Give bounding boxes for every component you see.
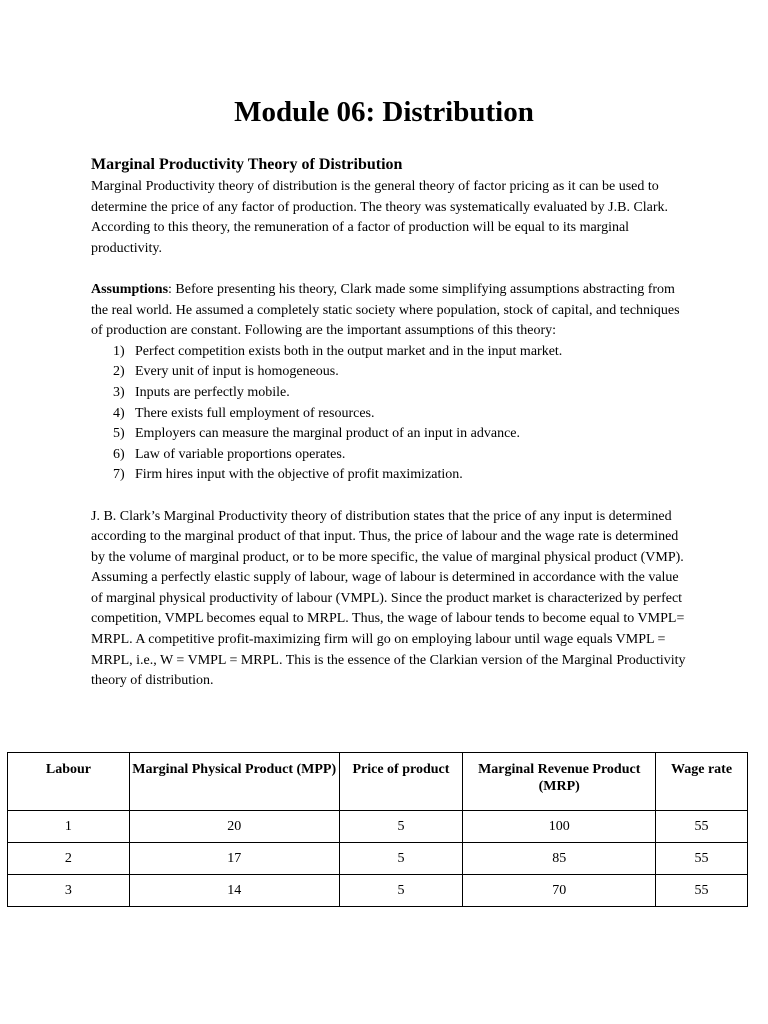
list-item bbox=[91, 445, 691, 466]
header-price: Price of product bbox=[339, 753, 463, 811]
table-row bbox=[8, 875, 748, 907]
table-cell: 100 bbox=[463, 811, 656, 843]
table-cell: 70 bbox=[463, 875, 656, 907]
wage-table bbox=[7, 752, 748, 907]
assumptions-text: : Before presenting his theory, Clark made some simplifying assumptions abstracting from the real world. He assumed a completely static society where population, stock of capital, and techniques of production are constant. Following are the important assumptions of this theory: bbox=[91, 281, 680, 339]
table-header-row bbox=[8, 753, 748, 811]
table-cell: 55 bbox=[656, 843, 748, 875]
assumption-list bbox=[91, 342, 691, 486]
list-item-number: 3) bbox=[113, 384, 125, 400]
list-item-number: 5) bbox=[113, 426, 125, 442]
header-labour: Labour bbox=[8, 753, 130, 811]
header-mrp: Marginal Revenue Product (MRP) bbox=[463, 753, 656, 811]
table-cell: 85 bbox=[463, 843, 656, 875]
list-item bbox=[91, 383, 691, 404]
table-cell: 5 bbox=[339, 811, 463, 843]
list-item-number: 7) bbox=[113, 467, 125, 483]
list-item-text: Inputs are perfectly mobile. bbox=[135, 384, 290, 400]
list-item-text: Every unit of input is homogeneous. bbox=[135, 364, 339, 380]
table-cell: 1 bbox=[8, 811, 130, 843]
table-cell: 55 bbox=[656, 875, 748, 907]
header-mpp: Marginal Physical Product (MPP) bbox=[129, 753, 339, 811]
table-cell: 5 bbox=[339, 875, 463, 907]
list-item bbox=[91, 465, 691, 486]
table-cell: 3 bbox=[8, 875, 130, 907]
list-item-number: 1) bbox=[113, 343, 125, 359]
table-cell: 55 bbox=[656, 811, 748, 843]
table-row bbox=[8, 811, 748, 843]
clark-paragraph: J. B. Clark’s Marginal Productivity theory of distribution states that the price of any input is determined according to the marginal product of that input. Thus, the price of labour and the wage rate is determined by the volume of marginal product, or to be more specific, the value of marginal physical product (VMP). Assuming a perfectly elastic supply of labour, wage of labour is determined in accordance with the value of marginal physical productivity of labour (VMPL). Since the product market is characterized by perfect competition, VMPL becomes equal to MRPL. Thus, the wage of labour tends to become equal to VMPL= MRPL. A competitive profit-maximizing firm will go on employing labour until wage equals VMPL = MRPL, i.e., W = VMPL = MRPL. This is the essence of the Clarkian version of the Marginal Productivity theory of distribution. bbox=[91, 508, 686, 689]
list-item-number: 4) bbox=[113, 405, 125, 421]
list-item-text: There exists full employment of resources. bbox=[135, 405, 375, 421]
list-item-text: Employers can measure the marginal product of an input in advance. bbox=[135, 426, 520, 442]
table-cell: 17 bbox=[129, 843, 339, 875]
document-body bbox=[91, 153, 691, 692]
list-item-text: Firm hires input with the objective of profit maximization. bbox=[135, 467, 463, 483]
assumptions-paragraph bbox=[91, 280, 691, 342]
header-wage: Wage rate bbox=[656, 753, 748, 811]
table-cell: 2 bbox=[8, 843, 130, 875]
list-item bbox=[91, 424, 691, 445]
table-cell: 20 bbox=[129, 811, 339, 843]
page-title: Module 06: Distribution bbox=[234, 96, 534, 128]
list-item-text: Perfect competition exists both in the output market and in the input market. bbox=[135, 343, 563, 359]
list-item-number: 6) bbox=[113, 446, 125, 462]
list-item bbox=[91, 362, 691, 383]
list-item-number: 2) bbox=[113, 364, 125, 380]
table-cell: 14 bbox=[129, 875, 339, 907]
table-row bbox=[8, 843, 748, 875]
intro-paragraph: Marginal Productivity theory of distribution is the general theory of factor pricing as it can be used to determine the price of any factor of production. The theory was systematically evaluated by J.B. Clark. According to this theory, the remuneration of a factor of production will be equal to its marginal productivity. bbox=[91, 179, 669, 256]
list-item bbox=[91, 404, 691, 425]
table-cell: 5 bbox=[339, 843, 463, 875]
list-item-text: Law of variable proportions operates. bbox=[135, 446, 346, 462]
assumptions-lead: Assumptions bbox=[91, 281, 169, 297]
list-item bbox=[91, 342, 691, 363]
section-heading: Marginal Productivity Theory of Distribution bbox=[91, 156, 403, 173]
